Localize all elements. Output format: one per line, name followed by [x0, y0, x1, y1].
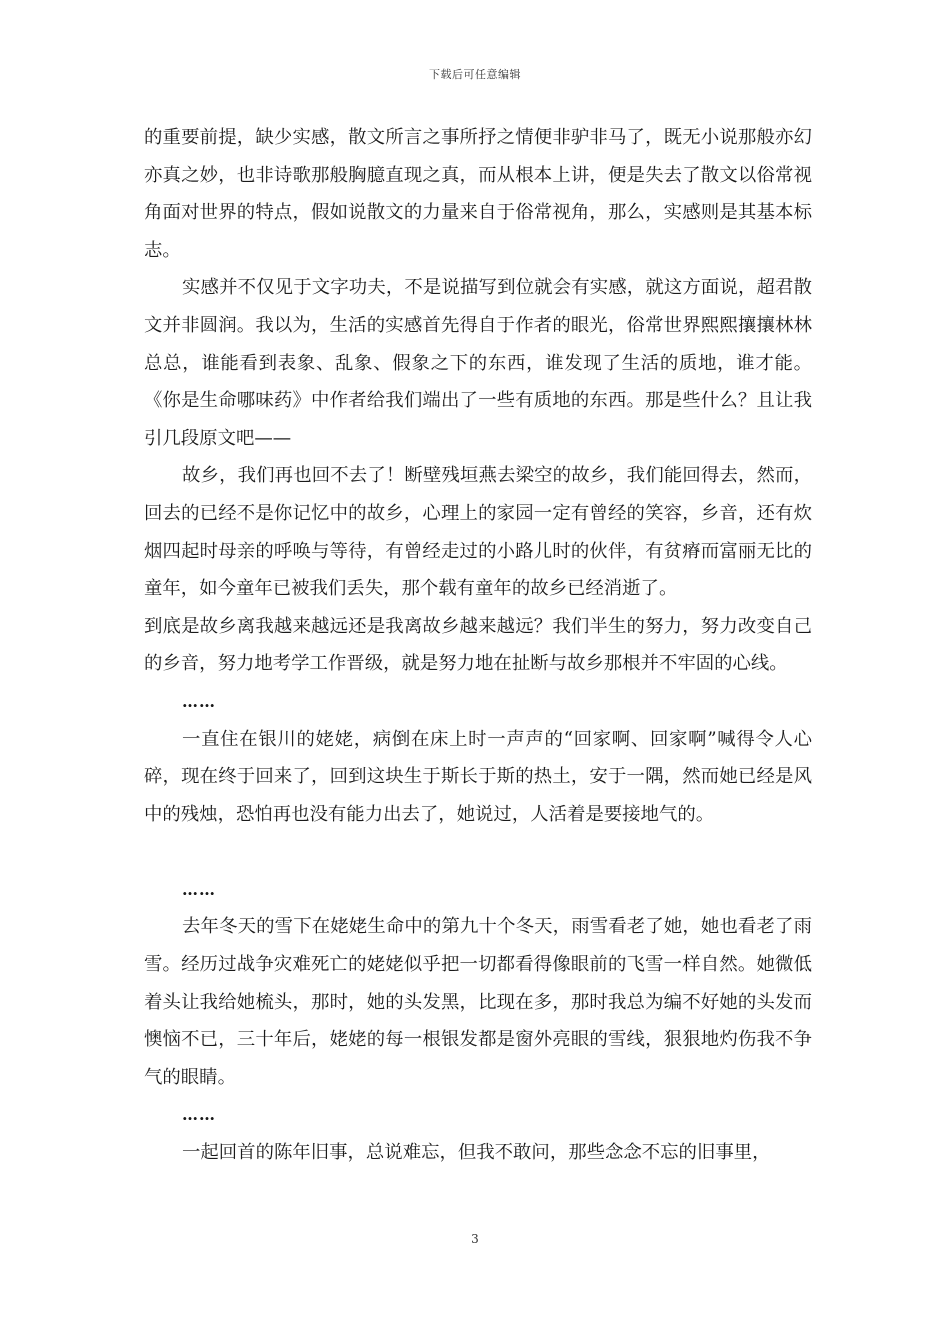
page-number: 3 [471, 1232, 479, 1246]
ellipsis-2: …… [182, 879, 216, 899]
blank-line [144, 833, 812, 871]
ellipsis-1: …… [182, 691, 216, 711]
paragraph-shigan: 实感并不仅见于文字功夫，不是说描写到位就会有实感，就这方面说，超君散文并非圆润。我以为，生活的实感首先得自于作者的眼光，俗常世界熙熙攘攘林林总总，谁能看到表象、乱象、假象之下的东西，谁发现了生活的质地，谁才能。《你是生命哪味药》中作者给我们端出了一些有质地的东西。那是些什么？且让我引几段原文吧—— [144, 277, 812, 449]
page-header: 下载后可任意编辑 [429, 68, 521, 81]
paragraph-guxiang: 故乡，我们再也回不去了！断壁残垣燕去梁空的故乡，我们能回得去，然而，回去的已经不是你记忆中的故乡，心理上的家园一定有曾经的笑容，乡音，还有炊烟四起时母亲的呼唤与等待，有曾经走过的小路儿时的伙伴，有贫瘠而富丽无比的童年，如今童年已被我们丢失，那个载有童年的故乡已经消逝了。 [144, 465, 812, 600]
paragraph-dongtian: 去年冬天的雪下在姥姥生命中的第九十个冬天，雨雪看老了她，她也看老了雨雪。经历过战争灾难死亡的姥姥似乎把一切都看得像眼前的飞雪一样自然。她微低着头让我给她梳头，那时，她的头发黑，比现在多，那时我总为编不好她的头发而懊恼不已，三十年后，姥姥的每一根银发都是窗外亮眼的雪线，狠狠地灼伤我不争气的眼睛。 [144, 916, 812, 1088]
document-body [144, 119, 812, 1172]
paragraph-laolao: 一直住在银川的姥姥，病倒在床上时一声声的“回家啊、回家啊”喊得令人心碎，现在终于回来了，回到这块生于斯长于斯的热土，安于一隅，然而她已经是风中的残烛，恐怕再也没有能力出去了，她说过，人活着是要接地气的。 [144, 728, 812, 825]
paragraph-guxiang-cont: 到底是故乡离我越来越远还是我离故乡越来越远？我们半生的努力，努力改变自己的乡音，努力地考学工作晋级，就是努力地在扯断与故乡那根并不牢固的心线。 [144, 615, 812, 675]
ellipsis-3: …… [182, 1105, 216, 1125]
paragraph-huishou: 一起回首的陈年旧事，总说难忘，但我不敢问，那些念念不忘的旧事里， [182, 1142, 771, 1164]
paragraph-continuation: 的重要前提，缺少实感，散文所言之事所抒之情便非驴非马了，既无小说那般亦幻亦真之妙，也非诗歌那般胸臆直现之真，而从根本上讲，便是失去了散文以俗常视角面对世界的特点，假如说散文的力量来自于俗常视角，那么，实感则是其基本标志。 [144, 127, 812, 261]
